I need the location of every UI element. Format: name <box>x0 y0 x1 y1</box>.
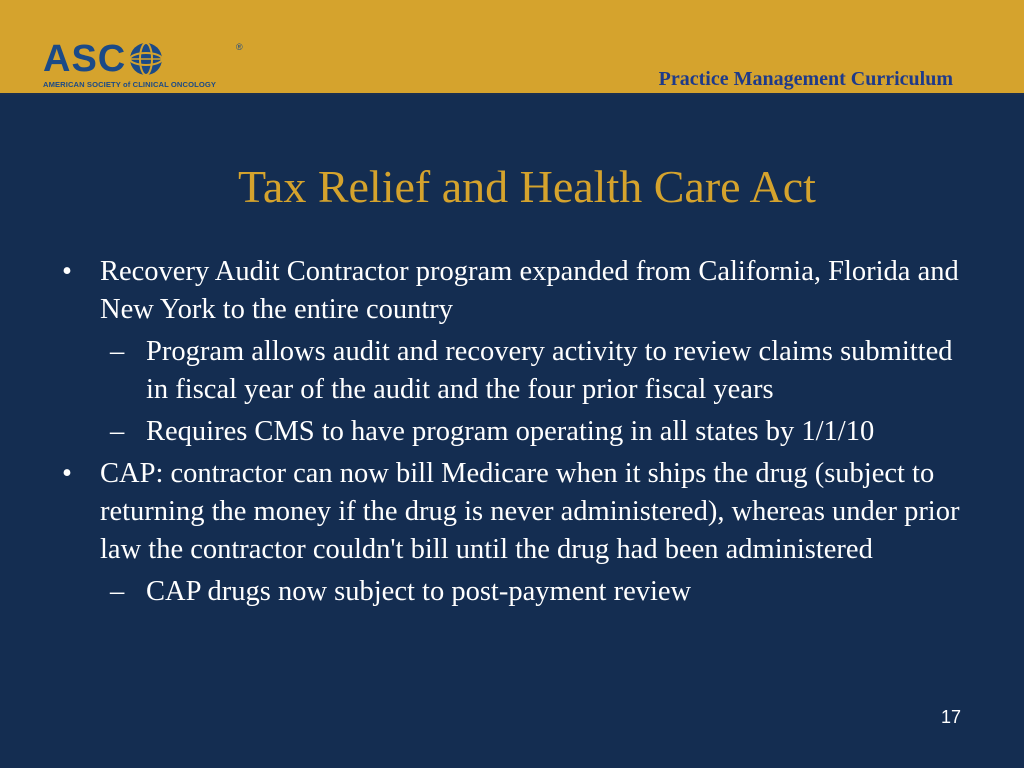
globe-icon <box>128 41 164 77</box>
sub-bullet-text: CAP drugs now subject to post-payment review <box>146 576 692 607</box>
bullet-marker: • <box>62 256 72 287</box>
slide-body <box>58 253 978 615</box>
bullet-marker: • <box>62 458 72 489</box>
slide-title: Tax Relief and Health Care Act <box>238 161 816 212</box>
logo-subtitle: AMERICAN SOCIETY of CLINICAL ONCOLOGY <box>43 80 217 89</box>
dash-marker: – <box>110 416 125 447</box>
logo-letters-asc: ASC <box>43 38 127 80</box>
bullet-item <box>58 253 978 329</box>
bullet-text: Recovery Audit Contractor program expanded from California, Florida and New York to the entire country <box>100 256 959 325</box>
slide-number: 17 <box>940 707 961 727</box>
registered-mark: ® <box>236 42 243 52</box>
dash-marker: – <box>110 336 125 367</box>
bullet-text: CAP: contractor can now bill Medicare when it ships the drug (subject to returning the money if the drug is never administered), whereas under prior law the contractor couldn't bill until the drug had been administered <box>100 458 960 565</box>
logo-wordmark <box>43 38 164 80</box>
dash-marker: – <box>110 576 125 607</box>
bullet-item <box>58 455 978 569</box>
header-bar <box>0 0 1024 93</box>
sub-bullet-item <box>58 333 978 409</box>
sub-bullet-text: Program allows audit and recovery activity to review claims submitted in fiscal year of the audit and the four prior fiscal years <box>146 336 953 405</box>
asco-logo <box>43 38 253 93</box>
sub-bullet-text: Requires CMS to have program operating in all states by 1/1/10 <box>146 416 875 447</box>
sub-bullet-item <box>58 413 978 451</box>
curriculum-label: Practice Management Curriculum <box>658 68 953 90</box>
sub-bullet-item <box>58 573 978 611</box>
header-divider <box>0 93 1024 95</box>
